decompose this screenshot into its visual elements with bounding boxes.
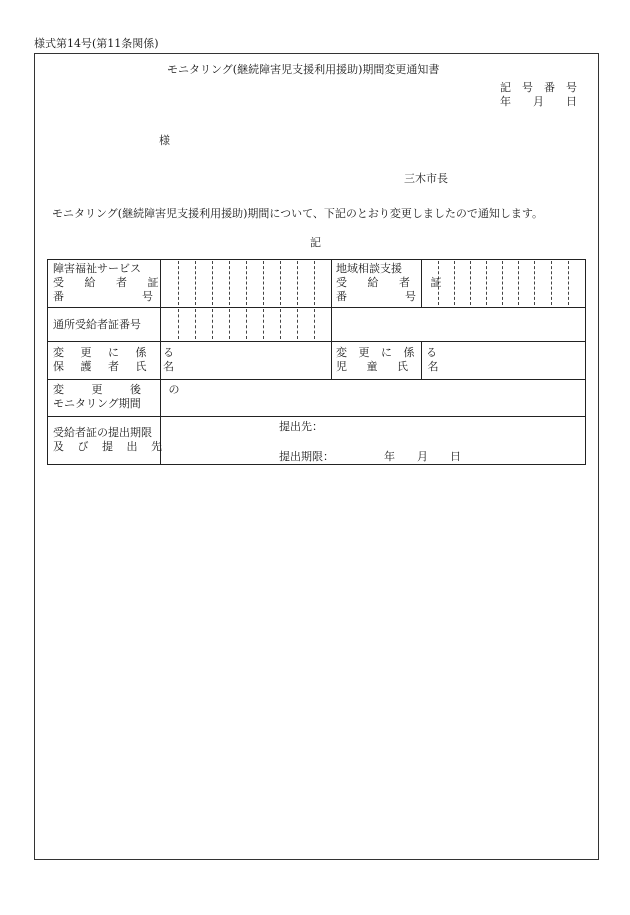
label-line: モニタリング期間 bbox=[53, 397, 141, 410]
digit-separator bbox=[297, 261, 298, 305]
digit-separator bbox=[229, 261, 230, 305]
mid-column-divider bbox=[331, 259, 332, 341]
addressee-suffix: 様 bbox=[159, 134, 170, 147]
label-line: 保 護 者 氏 名 bbox=[53, 360, 181, 373]
label-line: 児 童 氏 名 bbox=[336, 360, 447, 373]
digit-separator bbox=[195, 261, 196, 305]
label-line: 番 号 bbox=[336, 290, 416, 303]
digit-separator bbox=[454, 261, 455, 305]
child-name-label bbox=[336, 346, 447, 374]
form-number: 様式第14号(第11条関係) bbox=[34, 37, 159, 50]
label-line: 受 給 者 証 bbox=[336, 276, 450, 289]
record-number-label: 記 号 番 号 bbox=[500, 81, 577, 94]
digit-separator bbox=[246, 309, 247, 339]
digit-separator bbox=[195, 309, 196, 339]
row-divider bbox=[47, 416, 586, 417]
digit-separator bbox=[212, 261, 213, 305]
new-period-label bbox=[53, 383, 192, 411]
digit-separator bbox=[263, 261, 264, 305]
submit-to-label: 提出先： bbox=[279, 420, 323, 433]
digit-separator bbox=[518, 261, 519, 305]
label-line: 受給者証の提出期限 bbox=[53, 426, 152, 439]
label-line: 受 給 者 証 bbox=[53, 276, 167, 289]
digit-separator bbox=[470, 261, 471, 305]
date-label: 年 月 日 bbox=[500, 95, 577, 108]
row-divider bbox=[47, 307, 586, 308]
digit-separator bbox=[551, 261, 552, 305]
digit-separator bbox=[568, 261, 569, 305]
digit-separator bbox=[486, 261, 487, 305]
row-divider bbox=[47, 341, 586, 342]
label-line: 変 更 後 の bbox=[53, 383, 192, 396]
label-line: 及 び 提 出 先 bbox=[53, 440, 167, 453]
disability-service-id-label bbox=[53, 262, 167, 304]
digit-separator bbox=[263, 309, 264, 339]
ki-heading: 記 bbox=[310, 236, 321, 249]
digit-separator bbox=[314, 261, 315, 305]
digit-separator bbox=[297, 309, 298, 339]
issuer-name: 三木市長 bbox=[404, 172, 448, 185]
submission-label bbox=[53, 426, 167, 454]
label-line: 変 更 に 係 る bbox=[336, 346, 441, 359]
guardian-name-label bbox=[53, 346, 181, 374]
row-divider bbox=[47, 379, 586, 380]
day-service-id-label: 通所受給者証番号 bbox=[53, 318, 141, 331]
regional-consultation-id-label bbox=[336, 262, 450, 304]
notice-body: モニタリング(継続障害児支援利用援助)期間について、下記のとおり変更しましたので通知します。 bbox=[52, 207, 544, 220]
digit-separator bbox=[314, 309, 315, 339]
digit-separator bbox=[178, 261, 179, 305]
mid-column-divider bbox=[331, 341, 332, 379]
digit-separator bbox=[502, 261, 503, 305]
label-line: 障害福祉サービス bbox=[53, 262, 141, 275]
deadline-date: 年 月 日 bbox=[384, 450, 461, 463]
digit-separator bbox=[280, 261, 281, 305]
digit-separator bbox=[534, 261, 535, 305]
digit-separator bbox=[229, 309, 230, 339]
label-line: 地域相談支援 bbox=[336, 262, 402, 275]
digit-separator bbox=[246, 261, 247, 305]
digit-separator bbox=[212, 309, 213, 339]
digit-separator bbox=[280, 309, 281, 339]
document-title: モニタリング(継続障害児支援利用援助)期間変更通知書 bbox=[167, 63, 440, 76]
digit-separator bbox=[178, 309, 179, 339]
deadline-label: 提出期限： bbox=[279, 450, 334, 463]
label-line: 番 号 bbox=[53, 290, 153, 303]
label-line: 変 更 に 係 る bbox=[53, 346, 181, 359]
